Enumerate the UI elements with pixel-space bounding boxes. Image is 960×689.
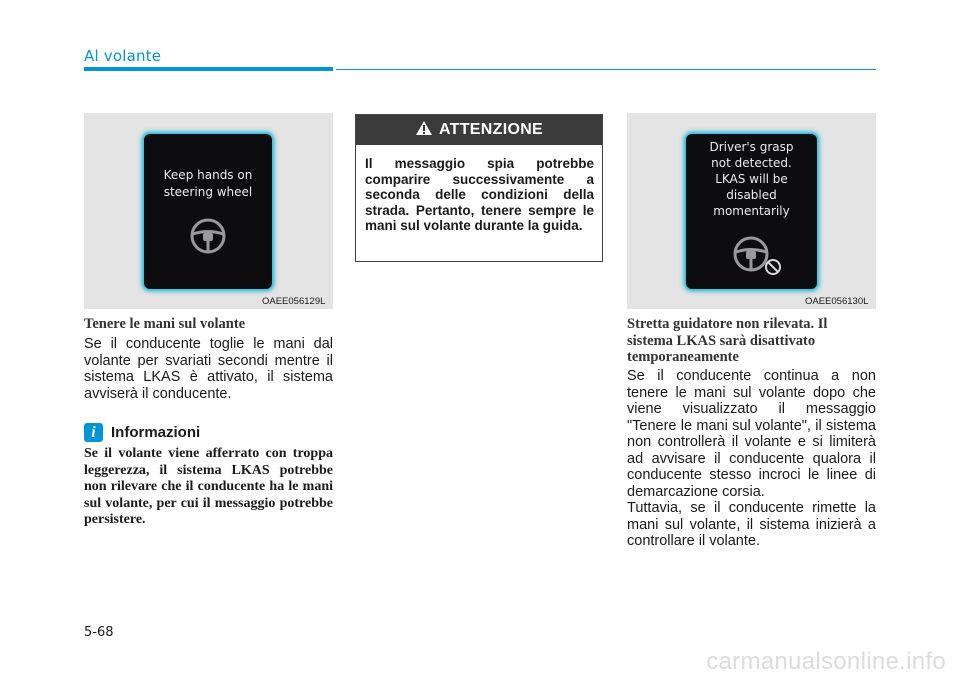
heading-grasp-not-detected: Stretta guidatore non rilevata. Il sistema LKAS sarà disattivato temporaneamente — [627, 316, 828, 365]
display-text-line: LKAS will be — [715, 172, 788, 186]
display-text-line: Keep hands on — [163, 168, 253, 182]
header-rule-thin — [336, 69, 876, 70]
warning-box — [355, 114, 603, 262]
steering-wheel-icon — [188, 216, 228, 256]
cluster-display-image-right — [627, 113, 876, 309]
cluster-screen-right — [686, 134, 817, 289]
watermark: carmanualsonline.info — [706, 648, 946, 675]
info-icon: i — [84, 423, 103, 442]
display-text-line: disabled — [726, 188, 777, 202]
display-text-line: Driver's grasp — [709, 140, 794, 154]
image-caption-right: OAEE056130L — [805, 296, 869, 307]
paragraph-grasp-not-detected-2: Tuttavia, se il conducente rimette la mani sul volante, il sistema inizierà a controllare il volante. — [627, 500, 876, 549]
header-rule-thick — [84, 67, 333, 71]
info-title: Informazioni — [111, 424, 201, 441]
paragraph-grasp-not-detected-1: Se il conducente continua a non tenere le mani sul volante dopo che viene visualizzato il messaggio "Tenere le mani sul volante", il sistema non controllerà il volante e si limiterà ad avvisare il conducente qualora il conducente stesso incroci le linee di demarcazione corsia. — [627, 368, 876, 500]
image-caption-left: OAEE056129L — [262, 296, 326, 307]
prohibited-icon — [764, 258, 782, 276]
section-title: Al volante — [84, 47, 162, 65]
warning-header — [356, 115, 602, 145]
info-text: Se il volante viene afferrato con troppa leggerezza, il sistema LKAS potrebbe non rilevare che il conducente ha le mani sul volante, per cui il messaggio potrebbe persistere. — [84, 446, 333, 527]
warning-title: ATTENZIONE — [438, 121, 544, 138]
cluster-screen-left — [144, 134, 272, 289]
cluster-display-image-left — [84, 113, 333, 309]
page-number: 5-68 — [84, 625, 114, 640]
heading-hands-on-wheel: Tenere le mani sul volante — [84, 316, 246, 332]
paragraph-hands-on-wheel: Se il conducente toglie le mani dal volante per svariati secondi mentre il sistema LKAS è attivato, il sistema avviserà il conducente. — [84, 336, 333, 402]
display-text-line: not detected. — [711, 156, 792, 170]
warning-triangle-icon — [415, 120, 433, 136]
warning-text: Il messaggio spia potrebbe comparire successivamente a seconda delle condizioni della strada. Pertanto, tenere sempre le mani sul volante durante la guida. — [365, 156, 594, 233]
display-text-line: momentarily — [713, 204, 790, 218]
display-text-line: steering wheel — [163, 185, 253, 199]
